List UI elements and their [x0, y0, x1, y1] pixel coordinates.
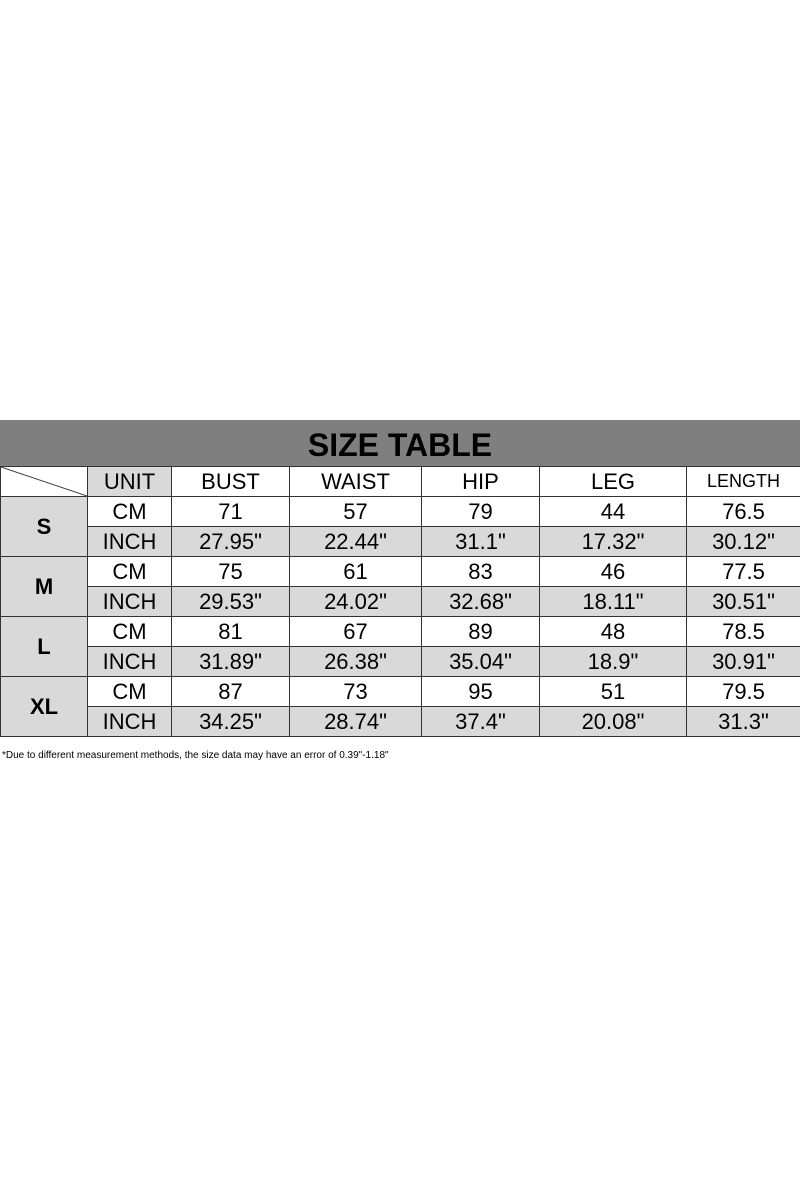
length-value: 76.5: [687, 497, 800, 527]
unit-cell: INCH: [88, 707, 172, 737]
waist-value: 22.44": [290, 527, 422, 557]
length-value: 30.51": [687, 587, 800, 617]
hip-value: 32.68": [422, 587, 540, 617]
table-row: [1, 587, 800, 617]
table-row: [1, 497, 800, 527]
table-row: [1, 617, 800, 647]
hip-value: 95: [422, 677, 540, 707]
hip-value: 31.1": [422, 527, 540, 557]
column-header-bust: BUST: [172, 467, 290, 497]
hip-value: 83: [422, 557, 540, 587]
table-row: [1, 677, 800, 707]
table-row: [1, 527, 800, 557]
bust-value: 34.25": [172, 707, 290, 737]
diagonal-line-icon: [1, 467, 87, 496]
bust-value: 27.95": [172, 527, 290, 557]
waist-value: 24.02": [290, 587, 422, 617]
length-value: 30.12": [687, 527, 800, 557]
leg-value: 18.9": [540, 647, 687, 677]
hip-value: 35.04": [422, 647, 540, 677]
size-label: XL: [1, 677, 88, 737]
length-value: 79.5: [687, 677, 800, 707]
column-header-waist: WAIST: [290, 467, 422, 497]
bust-value: 31.89": [172, 647, 290, 677]
column-header-hip: HIP: [422, 467, 540, 497]
leg-value: 18.11": [540, 587, 687, 617]
leg-value: 20.08": [540, 707, 687, 737]
measurement-note: *Due to different measurement methods, the size data may have an error of 0.39"-1.18": [2, 750, 389, 761]
size-label: S: [1, 497, 88, 557]
length-value: 77.5: [687, 557, 800, 587]
hip-value: 89: [422, 617, 540, 647]
bust-value: 29.53": [172, 587, 290, 617]
table-row: [1, 647, 800, 677]
length-value: 31.3": [687, 707, 800, 737]
leg-value: 48: [540, 617, 687, 647]
waist-value: 26.38": [290, 647, 422, 677]
size-label: L: [1, 617, 88, 677]
corner-diagonal-cell: [1, 467, 88, 497]
size-table-title: SIZE TABLE: [0, 420, 800, 466]
size-table: [0, 466, 800, 737]
unit-cell: INCH: [88, 647, 172, 677]
leg-value: 44: [540, 497, 687, 527]
table-row: [1, 707, 800, 737]
bust-value: 87: [172, 677, 290, 707]
waist-value: 67: [290, 617, 422, 647]
waist-value: 61: [290, 557, 422, 587]
length-value: 78.5: [687, 617, 800, 647]
unit-cell: CM: [88, 677, 172, 707]
header-row: [1, 467, 800, 497]
length-value: 30.91": [687, 647, 800, 677]
column-header-unit: UNIT: [88, 467, 172, 497]
column-header-leg: LEG: [540, 467, 687, 497]
unit-cell: CM: [88, 497, 172, 527]
column-header-length: LENGTH: [687, 467, 800, 497]
size-label: M: [1, 557, 88, 617]
bust-value: 75: [172, 557, 290, 587]
unit-cell: INCH: [88, 587, 172, 617]
waist-value: 28.74": [290, 707, 422, 737]
bust-value: 71: [172, 497, 290, 527]
hip-value: 79: [422, 497, 540, 527]
unit-cell: CM: [88, 557, 172, 587]
table-row: [1, 557, 800, 587]
leg-value: 46: [540, 557, 687, 587]
hip-value: 37.4": [422, 707, 540, 737]
unit-cell: CM: [88, 617, 172, 647]
leg-value: 51: [540, 677, 687, 707]
waist-value: 57: [290, 497, 422, 527]
unit-cell: INCH: [88, 527, 172, 557]
bust-value: 81: [172, 617, 290, 647]
leg-value: 17.32": [540, 527, 687, 557]
waist-value: 73: [290, 677, 422, 707]
